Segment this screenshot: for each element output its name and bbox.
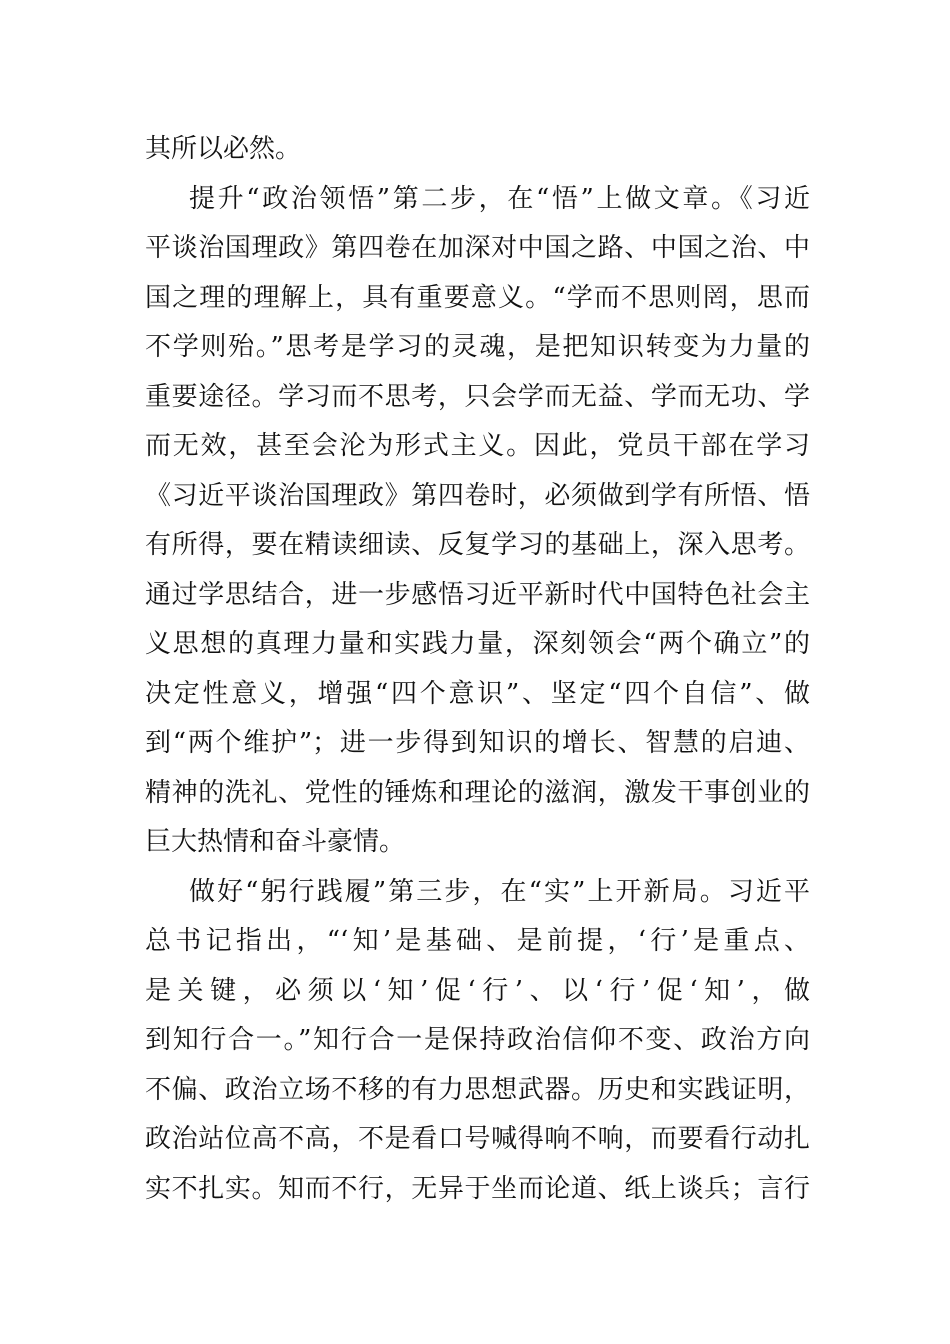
text-line: 重要途径。学习而不思考，只会学而无益、学而无功、学 [145,381,810,412]
text-line: 政治站位高不高，不是看口号喊得响不响，而要看行动扎 [145,1124,810,1154]
text-line: 巨大热情和奋斗豪情。 [145,827,406,857]
text-line: 实不扎实。知而不行，无异于坐而论道、纸上谈兵；言行 [145,1173,810,1204]
text-line: 不学则殆。”思考是学习的灵魂，是把知识转变为力量的 [145,332,810,362]
body-text [145,125,810,1214]
text-line: 有所得，要在精读细读、反复学习的基础上，深入思考。 [145,530,810,560]
text-line: 义思想的真理力量和实践力量，深刻领会“两个确立”的 [145,629,810,659]
text-line: 总书记指出，“‘知’是基础、是前提，‘行’是重点、 [145,926,810,956]
text-line: 精神的洗礼、党性的锤炼和理论的滋润，激发干事创业的 [145,777,810,808]
text-line: 《习近平谈治国理政》第四卷时，必须做到学有所悟、悟 [145,480,810,511]
text-line: 到“两个维护”；进一步得到知识的增长、智慧的启迪、 [145,728,810,758]
text-line: 到知行合一。”知行合一是保持政治信仰不变、政治方向 [145,1025,810,1055]
text-line: 而无效，甚至会沦为形式主义。因此，党员干部在学习 [145,431,810,461]
paragraph-start-line: 做好“躬行践履”第三步，在“实”上开新局。习近平 [189,876,810,907]
text-line: 是关键，必须以‘知’促‘行’、以‘行’促‘知’，做 [145,975,810,1006]
text-line: 决定性意义，增强“四个意识”、坚定“四个自信”、做 [145,678,810,709]
text-line: 国之理的理解上，具有重要意义。“学而不思则罔，思而 [145,282,810,313]
text-line: 通过学思结合，进一步感悟习近平新时代中国特色社会主 [145,579,810,610]
text-line: 平谈治国理政》第四卷在加深对中国之路、中国之治、中 [145,233,810,263]
text-line: 其所以必然。 [145,134,302,164]
paragraph-start-line: 提升“政治领悟”第二步，在“悟”上做文章。《习近 [189,183,810,214]
text-line: 不偏、政治立场不移的有力思想武器。历史和实践证明， [145,1074,810,1105]
